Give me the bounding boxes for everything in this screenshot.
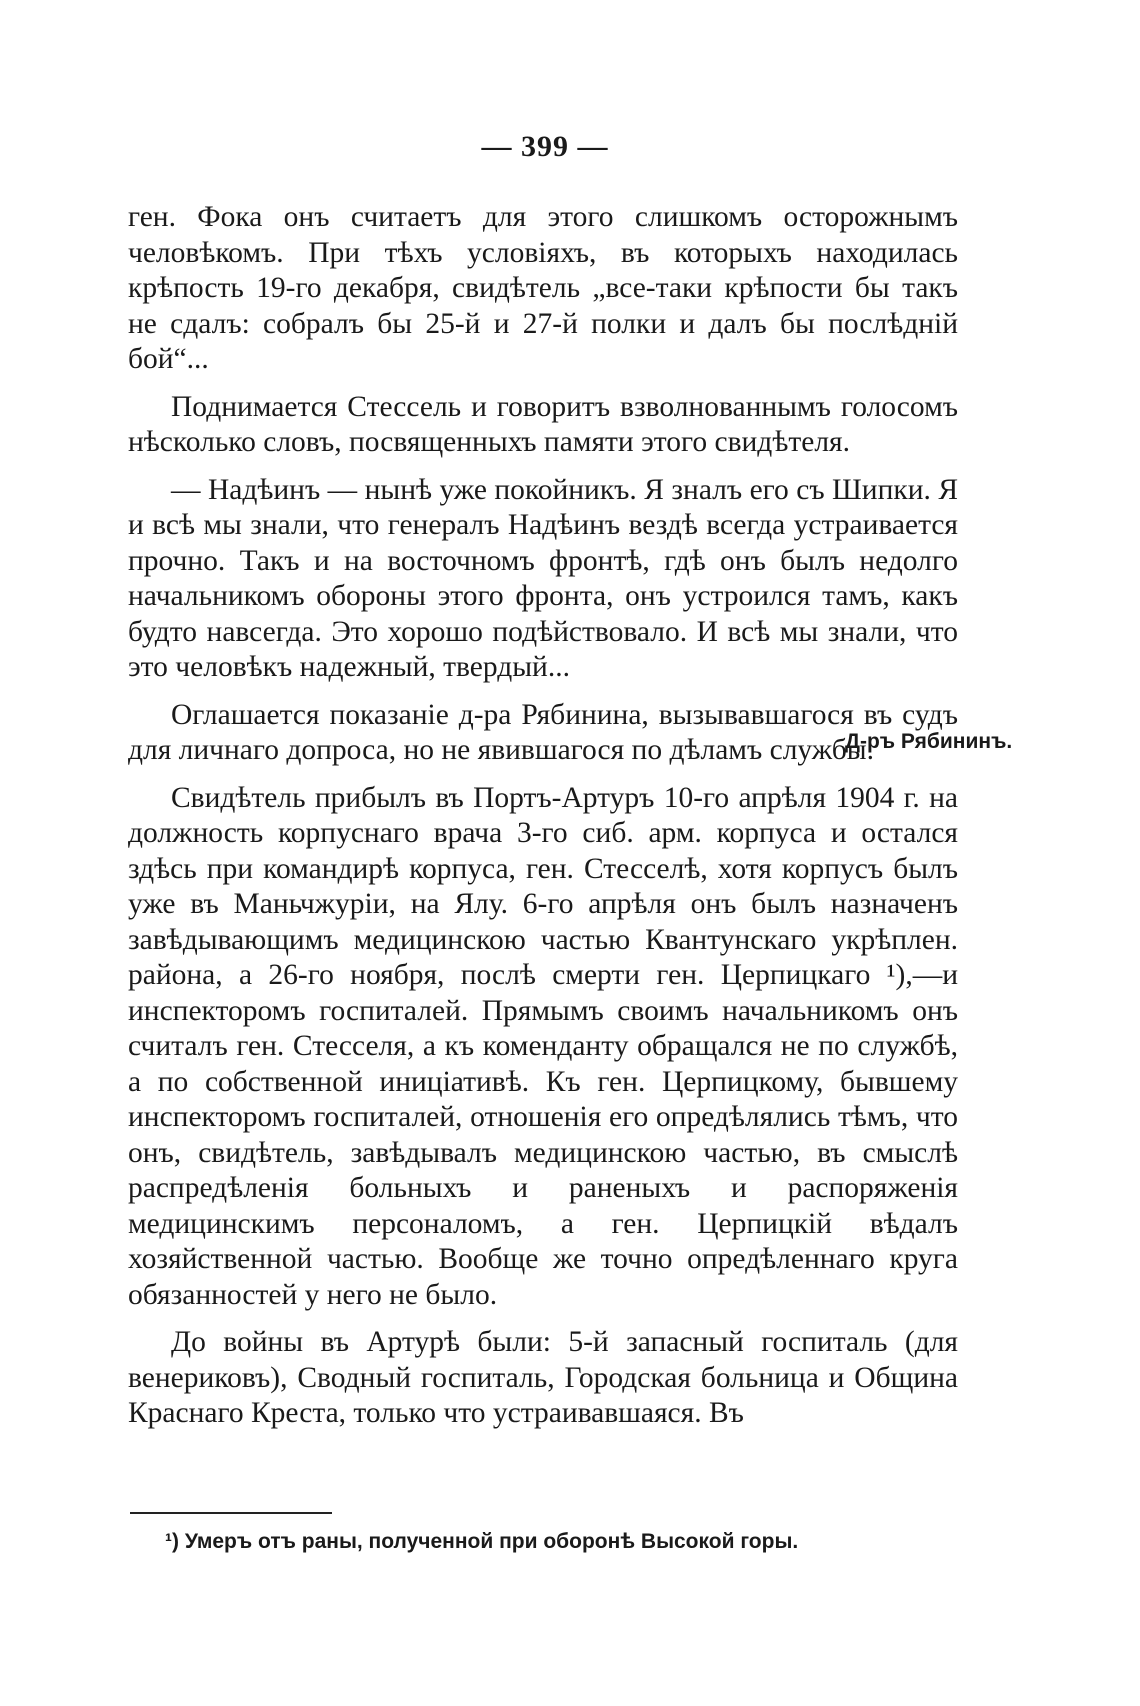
- paragraph-hospitals: До войны въ Артурѣ были: 5-й запасный госпиталь (для венериковъ), Сводный госпиталь, Городская больница и Община Краснаго Креста, только что устраивавшаяся. Въ: [128, 1326, 958, 1429]
- page-number: — 399 —: [481, 130, 609, 163]
- paragraph-continuation: ген. Фока онъ считаетъ для этого слишкомъ осторожнымъ человѣкомъ. При тѣхъ условіяхъ, въ которыхъ находилась крѣпость 19-го декабря, свидѣтель „все-таки крѣпости бы такъ не сдалъ: собралъ бы 25-й и 27-й полки и далъ бы послѣдній бой“...: [128, 201, 958, 375]
- footnote: ¹) Умеръ отъ раны, полученной при оборонѣ Высокой горы.: [165, 1530, 799, 1553]
- paragraph-nadein-quote: — Надѣинъ — нынѣ уже покойникъ. Я зналъ его съ Шипки. Я и всѣ мы знали, что генералъ Надѣинъ вездѣ всегда устраивается прочно. Такъ и на восточномъ фронтѣ, гдѣ онъ былъ недолго начальникомъ обороны этого фронта, онъ устроился тамъ, какъ будто навсегда. Это хорошо подѣйствовало. И всѣ мы знали, что это человѣкъ надежный, твердый...: [128, 473, 958, 683]
- paragraph-ryabinin-testimony: Оглашается показаніе д-ра Рябинина, вызывавшагося въ судъ для личнаго допроса, но не явившагося по дѣламъ службы.: [128, 698, 958, 766]
- marginal-note: Д-ръ Рябининъ.: [845, 730, 1013, 753]
- paragraph-stessel: Поднимается Стессель и говоритъ взволнованнымъ голосомъ нѣсколько словъ, посвященныхъ памяти этого свидѣтеля.: [128, 390, 958, 458]
- footnote-divider: [130, 1512, 332, 1514]
- paragraph-witness-arrival: Свидѣтель прибылъ въ Портъ-Артуръ 10-го апрѣля 1904 г. на должность корпуснаго врача 3-го сиб. арм. корпуса и остался здѣсь при командирѣ корпуса, ген. Стесселѣ, хотя корпусъ былъ уже въ Маньчжуріи, на Ялу. 6-го апрѣля онъ былъ назначенъ завѣдывающимъ медицинскою частью Квантунскаго укрѣплен. района, а 26-го ноября, послѣ смерти ген. Церпицкаго ¹),—и инспекторомъ госпиталей. Прямымъ своимъ начальникомъ онъ считалъ ген. Стесселя, а къ коменданту обращался не по службѣ, а по собственной иниціативѣ. Къ ген. Церпицкому, бывшему инспекторомъ госпиталей, отношенія его опредѣлялись тѣмъ, что онъ, свидѣтель, завѣдывалъ медицинскою частью, въ смыслѣ распредѣленія больныхъ и раненыхъ и распоряженія медицинскимъ персоналомъ, а ген. Церпицкій вѣдалъ хозяйственной частью. Вообще же точно опредѣленнаго круга обязанностей у него не было.: [128, 781, 958, 1311]
- body-text: [128, 200, 958, 1444]
